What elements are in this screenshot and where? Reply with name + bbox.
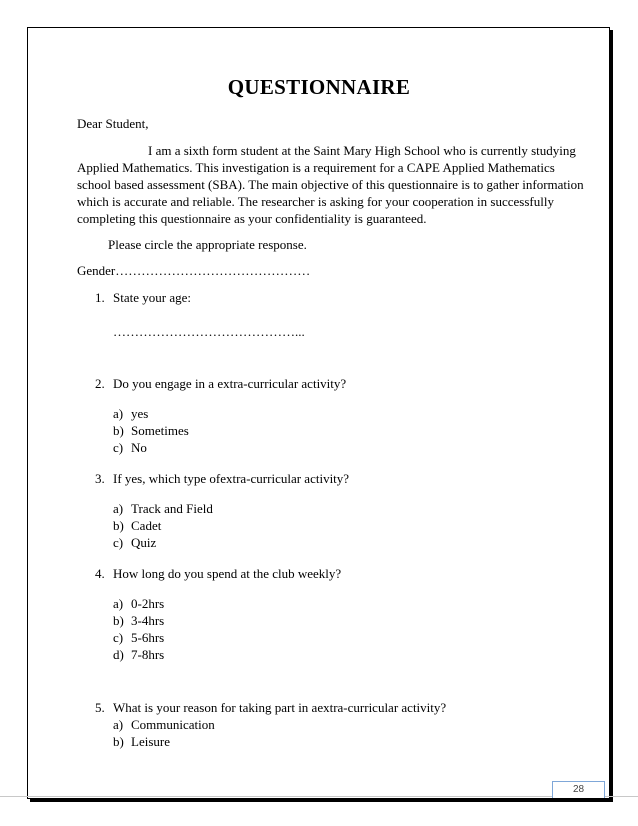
option-text[interactable]: Track and Field <box>131 501 213 516</box>
question-number: 1. <box>95 290 105 305</box>
gender-field[interactable]: Gender……………………………………… <box>77 263 311 278</box>
option-letter: b) <box>113 613 124 628</box>
age-answer-line[interactable]: ……………………………………... <box>113 324 305 339</box>
option-text[interactable]: 3-4hrs <box>131 613 165 628</box>
option-letter: c) <box>113 630 124 645</box>
option-text[interactable]: No <box>131 440 147 455</box>
intro-line: Applied Mathematics. This investigation is a requirement for a CAPE Applied Mathematics <box>77 160 555 175</box>
option-letter: a) <box>113 501 124 516</box>
intro-line: I am a sixth form student at the Saint Mary High School who is currently studying <box>148 143 576 158</box>
question-number: 2. <box>95 376 105 391</box>
option-text[interactable]: Sometimes <box>131 423 189 438</box>
intro-line: which is accurate and reliable. The researcher is asking for your cooperation in successfully <box>77 194 554 209</box>
option-letter: c) <box>113 440 124 455</box>
question-text: Do you engage in a extra-curricular activity? <box>113 376 347 391</box>
option-letter: b) <box>113 423 124 438</box>
question-number: 5. <box>95 700 105 715</box>
option-letter: d) <box>113 647 124 662</box>
intro-line: completing this questionnaire as your confidentiality is guaranteed. <box>77 211 427 226</box>
option-text[interactable]: Leisure <box>131 734 170 749</box>
salutation: Dear Student, <box>77 116 149 131</box>
question-number: 3. <box>95 471 105 486</box>
option-text[interactable]: 0-2hrs <box>131 596 165 611</box>
option-letter: b) <box>113 734 124 749</box>
intro-line: school based assessment (SBA). The main objective of this questionnaire is to gather information <box>77 177 584 192</box>
option-text[interactable]: yes <box>131 406 149 421</box>
instruction: Please circle the appropriate response. <box>108 237 307 252</box>
option-text[interactable]: 7-8hrs <box>131 647 165 662</box>
page-number: 28 <box>552 781 605 798</box>
option-text[interactable]: Quiz <box>131 535 157 550</box>
question-text: State your age: <box>113 290 191 305</box>
page-title: QUESTIONNAIRE <box>227 75 411 99</box>
option-text[interactable]: Cadet <box>131 518 162 533</box>
option-letter: a) <box>113 717 124 732</box>
option-letter: b) <box>113 518 124 533</box>
option-text[interactable]: 5-6hrs <box>131 630 165 645</box>
question-number: 4. <box>95 566 105 581</box>
question-text: What is your reason for taking part in aextra-curricular activity? <box>113 700 447 715</box>
option-text[interactable]: Communication <box>131 717 215 732</box>
option-letter: c) <box>113 535 124 550</box>
question-text: If yes, which type ofextra-curricular activity? <box>113 471 350 486</box>
option-letter: a) <box>113 596 124 611</box>
option-letter: a) <box>113 406 124 421</box>
footer-rule <box>0 796 638 797</box>
question-text: How long do you spend at the club weekly? <box>113 566 342 581</box>
